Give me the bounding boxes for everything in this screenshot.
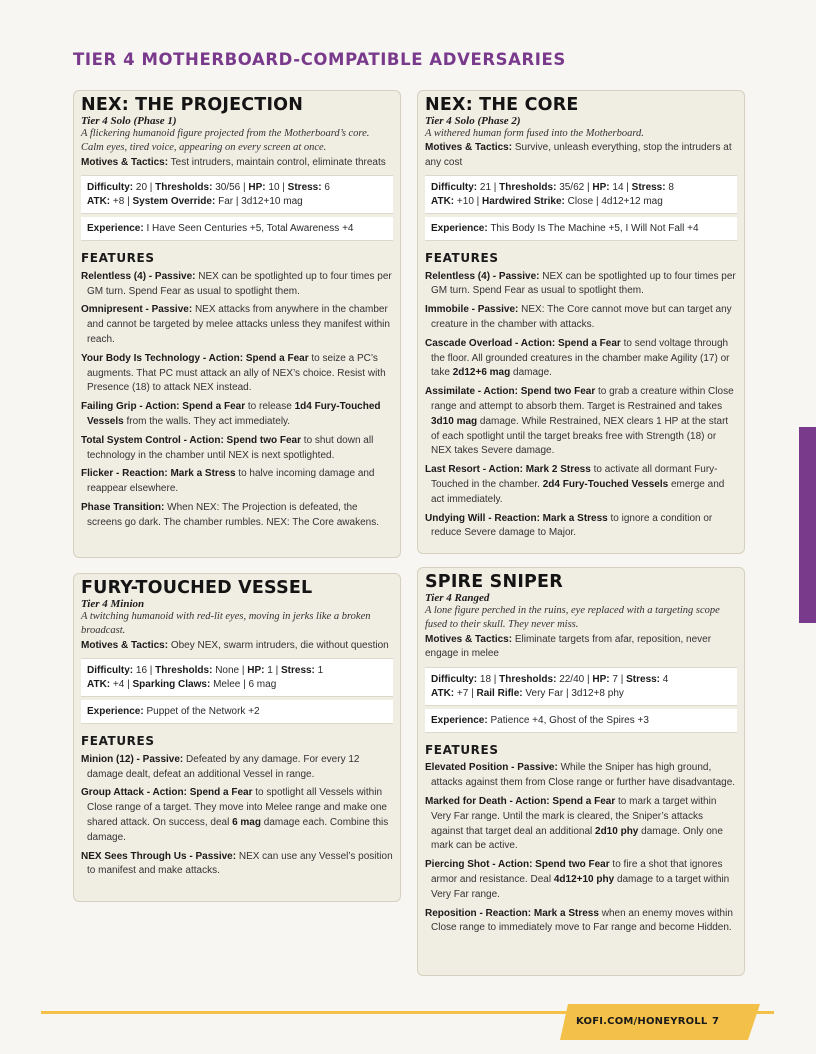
adversary-tier: Tier 4 Solo (Phase 1) xyxy=(81,114,177,127)
feature-phase-transition: Phase Transition: When NEX: The Projection is defeated, the screens go dark. The chamber rumbles. NEX: The Core awakens. xyxy=(81,502,379,528)
stat-block-spire-sniper xyxy=(417,567,745,976)
motives-tactics: Motives & Tactics: Survive, unleash everything, stop the intruders at any cost xyxy=(425,142,732,168)
feature-nex-sees-through-us: NEX Sees Through Us - Passive: NEX can use any Vessel’s position to manifest and make attacks. xyxy=(81,850,393,877)
stat-line: Difficulty: 16 | Thresholds: None | HP: 1 | Stress: 1 xyxy=(87,665,324,677)
stat-block-nex-core xyxy=(417,90,745,554)
motives-tactics: Motives & Tactics: Obey NEX, swarm intruders, die without question xyxy=(81,639,389,651)
stat-block-nex-projection xyxy=(73,90,401,558)
feature-failing-grip: Failing Grip - Action: Spend a Fear to release 1d4 Fury-Touched Vessels from the walls. They act immediately. xyxy=(81,401,381,428)
adversary-name: FURY-TOUCHED VESSEL xyxy=(81,578,313,598)
adversary-description: A withered human form fused into the Motherboard. xyxy=(425,127,644,139)
adversary-name: NEX: THE CORE xyxy=(425,95,579,115)
feature-immobile: Immobile - Passive: NEX: The Core cannot move but can target any creature in the chamber with attacks. xyxy=(425,304,732,331)
stats-box xyxy=(425,175,737,214)
attack-line: ATK: +8 | System Override: Far | 3d12+10 mag xyxy=(87,196,303,208)
stat-block-fury-touched-vessel xyxy=(73,573,401,902)
adversary-name: NEX: THE PROJECTION xyxy=(81,95,304,115)
stat-line: Difficulty: 20 | Thresholds: 30/56 | HP: 10 | Stress: 6 xyxy=(87,182,330,194)
adversary-name: SPIRE SNIPER xyxy=(425,572,563,592)
footer-link[interactable]: KOFI.COM/HONEYROLL xyxy=(576,1016,708,1027)
motives-tactics: Motives & Tactics: Test intruders, maintain control, eliminate threats xyxy=(81,156,386,168)
adversary-description: A twitching humanoid with red-lit eyes, moving in jerks like a broken broadcast. xyxy=(81,610,371,637)
feature-assimilate: Assimilate - Action: Spend two Fear to grab a creature within Close range and attempt to absorb them. Target is Restrained and takes 3d10 mag damage. While Restrained, NEX clears 1 HP at the start of each spotlight until the target breaks free with Strength (18) or NEX takes Severe damage. xyxy=(425,386,734,457)
feature-minion: Minion (12) - Passive: Defeated by any damage. For every 12 damage dealt, defeat an additional Vessel in range. xyxy=(81,753,360,780)
feature-omnipresent: Omnipresent - Passive: NEX attacks from anywhere in the chamber and cannot be targeted by melee attacks unless they manifest within reach. xyxy=(81,304,390,346)
features-heading: FEATURES xyxy=(81,251,155,266)
feature-total-system-control: Total System Control - Action: Spend two Fear to shut down all technology in the chamber until NEX is next spotlighted. xyxy=(81,434,374,461)
stats-box xyxy=(81,658,393,697)
feature-cascade-overload: Cascade Overload - Action: Spend a Fear to send voltage through the floor. All grounded creatures in the chamber make Agility (17) or take 2d12+6 mag damage. xyxy=(425,337,730,379)
experience-box: Experience: Patience +4, Ghost of the Spires +3 xyxy=(425,709,737,733)
stat-line: Difficulty: 21 | Thresholds: 35/62 | HP: 14 | Stress: 8 xyxy=(431,182,674,194)
attack-line: ATK: +10 | Hardwired Strike: Close | 4d12+12 mag xyxy=(431,196,663,208)
features-heading: FEATURES xyxy=(425,742,499,757)
adversary-description: A flickering humanoid figure projected from the Motherboard’s core. Calm eyes, tired voice, appearing on every screen at once. xyxy=(81,127,370,154)
chapter-tab xyxy=(799,427,816,623)
experience-box: Experience: This Body Is The Machine +5, I Will Not Fall +4 xyxy=(425,217,737,241)
features-heading: FEATURES xyxy=(81,734,155,749)
feature-your-body-is-technology: Your Body Is Technology - Action: Spend a Fear to seize a PC’s augments. That PC must attack an ally of NEX’s choice. Resist with Presence (18) to attack NEX instead. xyxy=(81,352,386,394)
feature-marked-for-death: Marked for Death - Action: Spend a Fear to mark a target within Very Far range. Until the mark is cleared, the Sniper’s attacks against that target deal an additional 2d10 phy damage. Only one mark can be active. xyxy=(425,795,723,852)
attack-line: ATK: +7 | Rail Rifle: Very Far | 3d12+8 phy xyxy=(431,687,624,699)
motives-tactics: Motives & Tactics: Eliminate targets from afar, reposition, never engage in melee xyxy=(425,633,712,660)
adversary-tier: Tier 4 Ranged xyxy=(425,591,490,604)
feature-relentless: Relentless (4) - Passive: NEX can be spotlighted up to four times per GM turn. Spend Fear as usual to spotlight them. xyxy=(425,270,736,297)
feature-reposition: Reposition - Reaction: Mark a Stress when an enemy moves within Close range to immediately move to Far range and become Hidden. xyxy=(425,907,733,934)
feature-group-attack: Group Attack - Action: Spend a Fear to spotlight all Vessels within Close range of a target. They move into Melee range and make one shared attack. On success, deal 6 mag damage each. Combine this damage. xyxy=(81,787,389,843)
experience-box: Experience: I Have Seen Centuries +5, Total Awareness +4 xyxy=(81,217,393,241)
feature-last-resort: Last Resort - Action: Mark 2 Stress to activate all dormant Fury-Touched in the chamber. 2d4 Fury-Touched Vessels emerge and act immediately. xyxy=(425,464,725,505)
feature-undying-will: Undying Will - Reaction: Mark a Stress to ignore a condition or reduce Severe damage to Major. xyxy=(425,512,713,539)
features-heading: FEATURES xyxy=(425,251,499,266)
attack-line: ATK: +4 | Sparking Claws: Melee | 6 mag xyxy=(87,679,277,691)
feature-elevated-position: Elevated Position - Passive: While the Sniper has high ground, attacks against them from Close range or further have disadvantage. xyxy=(425,762,736,789)
adversary-tier: Tier 4 Solo (Phase 2) xyxy=(425,114,521,127)
page-title: TIER 4 MOTHERBOARD-COMPATIBLE ADVERSARIES xyxy=(73,50,566,69)
feature-piercing-shot: Piercing Shot - Action: Spend two Fear to fire a shot that ignores armor and resistance. Deal 4d12+10 phy damage to a target within Very Far range. xyxy=(425,859,730,900)
stats-box xyxy=(81,175,393,214)
feature-relentless: Relentless (4) - Passive: NEX can be spotlighted up to four times per GM turn. Spend Fear as usual to spotlight them. xyxy=(81,270,392,297)
experience-box: Experience: Puppet of the Network +2 xyxy=(81,700,393,724)
adversary-tier: Tier 4 Minion xyxy=(81,597,145,610)
feature-flicker: Flicker - Reaction: Mark a Stress to halve incoming damage and reappear elsewhere. xyxy=(81,468,375,495)
stat-line: Difficulty: 18 | Thresholds: 22/40 | HP: 7 | Stress: 4 xyxy=(431,673,669,685)
adversary-description: A lone figure perched in the ruins, eye replaced with a targeting scope fused to their skull. They never miss. xyxy=(425,604,720,631)
stats-box xyxy=(425,667,737,706)
page-number: 7 xyxy=(712,1016,719,1027)
